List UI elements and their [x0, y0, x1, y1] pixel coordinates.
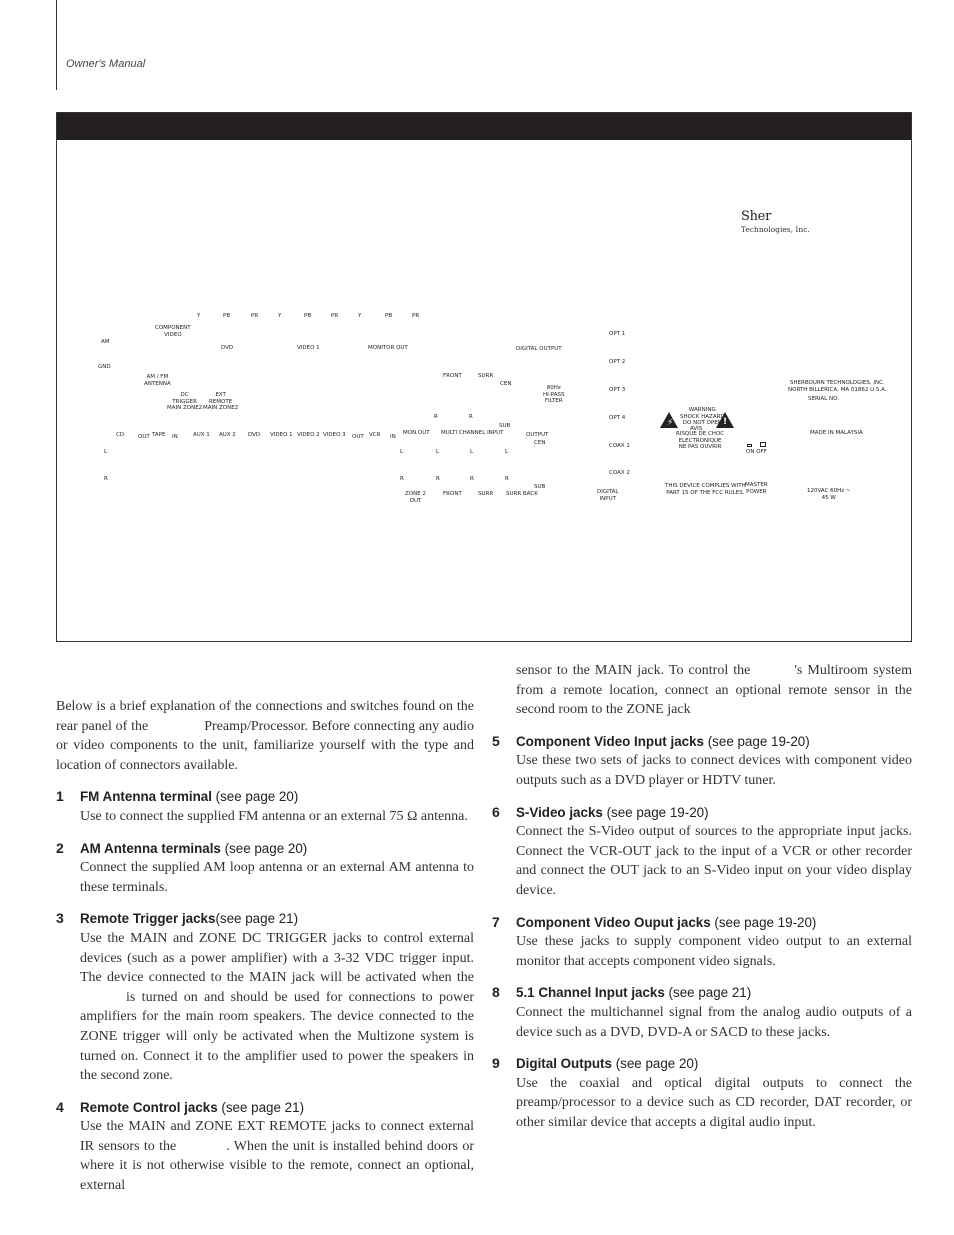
panel-label: DC TRIGGER MAIN ZONE2 — [167, 392, 203, 411]
panel-label: VIDEO 1 — [297, 345, 320, 351]
item-remote-control-continued: sensor to the MAIN jack. To control the 's Multiroom system from a remote location, connect an optional remote sensor in the second room to the ZONE jack — [516, 663, 912, 718]
panel-label: OPT 4 — [609, 415, 626, 421]
panel-label: PR — [412, 313, 420, 319]
panel-label: R — [434, 414, 438, 420]
running-header: Owner's Manual — [66, 58, 146, 70]
item-body: Use these jacks to supply component video output to an external monitor that accepts component video signals. — [516, 934, 912, 969]
panel-label: PB — [223, 313, 231, 319]
panel-label: R — [104, 476, 108, 482]
panel-label: VIDEO 1 — [270, 432, 293, 438]
panel-label: DIGITAL OUTPUT — [516, 346, 562, 352]
panel-label: 120VAC 60Hz ~ 45 W — [807, 488, 851, 501]
panel-label: MADE IN MALAYSIA — [810, 430, 863, 436]
panel-label: MONITOR OUT — [368, 345, 408, 351]
item-title: Remote Trigger jacks — [80, 911, 216, 927]
panel-label: DIGITAL INPUT — [597, 489, 619, 502]
panel-label: OPT 1 — [609, 331, 626, 337]
item-title: S-Video jacks — [516, 804, 603, 820]
panel-label: COAX 1 — [609, 443, 630, 449]
panel-label: L — [436, 449, 440, 455]
item-body: Use the MAIN and ZONE EXT REMOTE jacks to connect external IR sensors to the . When the unit is installed behind doors or where it is not otherwise visible to the remote, connect an optional, external — [80, 1119, 474, 1194]
item-body: Connect the S-Video output of sources to the appropriate input jacks. Connect the VCR-OUT jack to the input of a VCR or other recorder and connect the OUT jack to an S-Video input on your video display device. — [516, 824, 912, 898]
brand-logo: Sher — [741, 209, 771, 224]
panel-label: VIDEO 3 — [323, 432, 346, 438]
panel-label: WARNING SHOCK HAZARD DO NOT OPEN — [680, 407, 725, 426]
panel-label: VIDEO 2 — [297, 432, 320, 438]
panel-label: L — [400, 449, 404, 455]
panel-label: SHERBOURN TECHNOLOGIES, INC. NORTH BILLERICA, MA 01862 U.S.A. — [788, 380, 887, 393]
item-am-antenna: 2 AM Antenna terminals (see page 20) Connect the supplied AM loop antenna or an external AM antenna to these terminals. — [80, 839, 474, 898]
item-title: Remote Control jacks — [80, 1099, 218, 1115]
panel-label: SUB — [534, 484, 546, 490]
panel-label: L — [505, 449, 509, 455]
panel-label: COMPONENT VIDEO — [155, 325, 191, 338]
panel-label: OUT — [138, 434, 150, 440]
figure-title-bar — [57, 113, 911, 140]
panel-label: AVIS — [690, 426, 703, 432]
item-body: Use to connect the supplied FM antenna or an external 75 Ω antenna. — [80, 808, 468, 824]
panel-label: SURR — [478, 373, 494, 379]
item-title: Component Video Input jacks — [516, 733, 704, 749]
panel-label: 80Hz HI-PASS FILTER — [543, 385, 565, 404]
panel-label: EXT REMOTE MAIN ZONE2 — [203, 392, 239, 411]
item-body: Use these two sets of jacks to connect devices with component video outputs such as a DVD player or HDTV tuner. — [516, 753, 912, 788]
item-body: Use the MAIN and ZONE DC TRIGGER jacks to control external devices (such as a power amplifier) with a 3-32 VDC trigger input. The device connected to the MAIN jack will be activated when theis turned on and should be used for connections to power amplifiers for the main room speakers. The device connected to the ZONE trigger will only be activated when the Multizone system is turned on. Connect it to the amplifier used to power the speakers in the second zone. — [80, 930, 474, 1084]
panel-label: CEN — [500, 381, 512, 387]
brand-logo-subtitle: Technologies, Inc. — [741, 225, 810, 234]
item-s-video: 6 S-Video jacks (see page 19-20) Connect the S-Video output of sources to the appropriate input jacks. Connect the VCR-OUT jack to the input of a VCR or other recorder and connect the OUT jack to an S-Video input on your video display device. — [516, 803, 912, 901]
left-column — [56, 697, 474, 1196]
item-body: Use the coaxial and optical digital outputs to connect the preamp/processor to a device such as CD recorder, DAT recorder, or other similar device that accepts a digital audio input. — [516, 1075, 912, 1130]
panel-label: ON OFF — [746, 449, 767, 455]
panel-label: R — [470, 476, 474, 482]
panel-label: CEN — [534, 440, 546, 446]
right-column — [492, 661, 912, 1132]
panel-label: DVD — [248, 432, 261, 438]
item-title: FM Antenna terminal — [80, 789, 212, 805]
panel-label: GND — [98, 364, 111, 370]
item-5-1-channel-input: 8 5.1 Channel Input jacks (see page 21) Connect the multichannel signal from the analog audio outputs of a device such as a DVD, DVD-A or SACD to these jacks. — [516, 983, 912, 1042]
panel-label: RISQUE DE CHOC ELECTRONIQUE NE PAS OUVRIR — [676, 431, 725, 450]
panel-label: PR — [331, 313, 339, 319]
panel-label: CD — [116, 432, 125, 438]
exclamation-icon: ! — [723, 417, 728, 427]
panel-label: L — [104, 449, 108, 455]
panel-label: OUTPUT — [526, 432, 549, 438]
panel-label: L — [470, 449, 474, 455]
panel-label: AM — [101, 339, 110, 345]
panel-label: MON OUT — [403, 430, 430, 436]
panel-label: IN — [172, 434, 178, 440]
panel-label: R — [505, 476, 509, 482]
item-fm-antenna: 1 FM Antenna terminal (see page 20) Use to connect the supplied FM antenna or an external 75 Ω antenna. — [80, 787, 474, 826]
panel-label: COAX 2 — [609, 470, 630, 476]
panel-label: DVD — [221, 345, 234, 351]
power-off-icon — [760, 442, 766, 447]
item-component-video-input: 5 Component Video Input jacks (see page 19-20) Use these two sets of jacks to connect devices with component video outputs such as a DVD player or HDTV tuner. — [516, 732, 912, 791]
item-body: Connect the supplied AM loop antenna or an external AM antenna to these terminals. — [80, 860, 474, 895]
panel-label: ZONE 2 OUT — [405, 491, 426, 504]
panel-label: MASTER POWER — [745, 482, 768, 495]
panel-label: R — [400, 476, 404, 482]
panel-label: AUX 1 — [193, 432, 210, 438]
panel-label: THIS DEVICE COMPLIES WITH PART 15 OF THE FCC RULES. — [665, 483, 746, 496]
panel-label: OPT 3 — [609, 387, 626, 393]
panel-label: R — [436, 476, 440, 482]
item-title: AM Antenna terminals — [80, 840, 221, 856]
panel-label: PR — [251, 313, 259, 319]
item-title: 5.1 Channel Input jacks — [516, 985, 665, 1001]
panel-label: FRONT — [443, 491, 462, 497]
panel-label: SUB — [499, 423, 511, 429]
panel-label: MULTI CHANNEL INPUT — [441, 430, 504, 436]
panel-label: Y — [197, 313, 201, 319]
lightning-icon: ⚡ — [667, 418, 674, 428]
panel-label: AUX 2 — [219, 432, 236, 438]
margin-rule — [56, 0, 57, 90]
panel-label: FRONT — [443, 373, 462, 379]
item-component-video-output: 7 Component Video Ouput jacks (see page 19-20) Use these jacks to supply component video output to an external monitor that accepts component video signals. — [516, 913, 912, 972]
panel-label: PB — [304, 313, 312, 319]
panel-label: IN — [390, 434, 396, 440]
panel-label: OUT — [352, 434, 364, 440]
panel-label: PB — [385, 313, 393, 319]
item-title: Component Video Ouput jacks — [516, 914, 711, 930]
intro-paragraph: Below is a brief explanation of the connections and switches found on the rear panel of the Preamp/Processor. Before connecting any audio or video components to the unit, familiarize yourself with the type and location of connectors available. — [56, 699, 474, 773]
panel-label: SURR BACK — [506, 491, 538, 497]
item-remote-control: 4 Remote Control jacks (see page 21) Use the MAIN and ZONE EXT REMOTE jacks to connect external IR sensors to the . When the unit is installed behind doors or where it is not otherwise visible to the remote, connect an optional, external — [80, 1098, 474, 1196]
item-body: Connect the multichannel signal from the analog audio outputs of a device such as a DVD, DVD-A or SACD to these jacks. — [516, 1004, 912, 1040]
panel-label: SURR — [478, 491, 494, 497]
panel-label: Y — [278, 313, 282, 319]
panel-label: OPT 2 — [609, 359, 626, 365]
panel-label: AM / FM ANTENNA — [144, 374, 171, 387]
panel-label: SERIAL NO. — [808, 396, 839, 402]
item-digital-outputs: 9 Digital Outputs (see page 20) Use the coaxial and optical digital outputs to connect the preamp/processor to a device such as CD recorder, DAT recorder, or other similar device that accepts a digital audio input. — [516, 1054, 912, 1132]
panel-label: Y — [358, 313, 362, 319]
power-on-icon — [747, 444, 752, 447]
panel-label: R — [469, 414, 473, 420]
item-remote-trigger: 3 Remote Trigger jacks(see page 21) Use the MAIN and ZONE DC TRIGGER jacks to control external devices (such as a power amplifier) with a 3-32 VDC trigger input. The device connected to the MAIN jack will be activated when theis turned on and should be used for connections to power amplifiers for the main room speakers. The device connected to the ZONE trigger will only be activated when the Multizone system is turned on. Connect it to the amplifier used to power the speakers in the second zone. — [80, 909, 474, 1085]
panel-label: TAPE — [152, 432, 166, 438]
panel-label: VCR — [369, 432, 381, 438]
item-title: Digital Outputs — [516, 1056, 612, 1072]
